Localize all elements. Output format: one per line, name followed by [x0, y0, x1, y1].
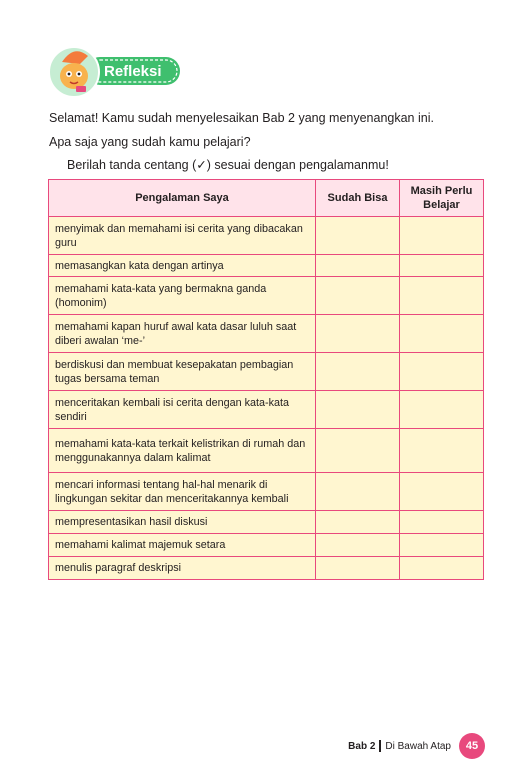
- reflection-header: [46, 42, 186, 98]
- experience-cell: memahami kapan huruf awal kata dasar luluh saat diberi awalan ‘me-’: [49, 315, 316, 353]
- still-learning-checkbox[interactable]: [400, 429, 484, 473]
- still-learning-checkbox[interactable]: [400, 391, 484, 429]
- experience-cell: menyimak dan memahami isi cerita yang dibacakan guru: [49, 217, 316, 255]
- already-can-checkbox[interactable]: [316, 511, 400, 534]
- already-can-checkbox[interactable]: [316, 217, 400, 255]
- reflection-table: [48, 179, 484, 580]
- experience-cell: memasangkan kata dengan artinya: [49, 255, 316, 277]
- intro-instruction: Berilah tanda centang (✓) sesuai dengan pengalamanmu!: [67, 158, 389, 172]
- page-footer: [348, 733, 485, 759]
- footer-chapter-title: Di Bawah Atap: [385, 740, 451, 752]
- already-can-checkbox[interactable]: [316, 391, 400, 429]
- col-header-already-can: Sudah Bisa: [316, 180, 400, 217]
- experience-cell: memahami kata-kata yang bermakna ganda (homonim): [49, 277, 316, 315]
- already-can-checkbox[interactable]: [316, 429, 400, 473]
- experience-cell: mencari informasi tentang hal-hal menarik di lingkungan sekitar dan menceritakannya kembali: [49, 473, 316, 511]
- col-header-still-learning: Masih Perlu Belajar: [400, 180, 484, 217]
- experience-cell: memahami kalimat majemuk setara: [49, 534, 316, 557]
- still-learning-checkbox[interactable]: [400, 473, 484, 511]
- experience-cell: menulis paragraf deskripsi: [49, 557, 316, 580]
- experience-cell: menceritakan kembali isi cerita dengan kata-kata sendiri: [49, 391, 316, 429]
- already-can-checkbox[interactable]: [316, 473, 400, 511]
- still-learning-checkbox[interactable]: [400, 255, 484, 277]
- experience-cell: mempresentasikan hasil diskusi: [49, 511, 316, 534]
- experience-cell: memahami kata-kata terkait kelistrikan di rumah dan menggunakannya dalam kalimat: [49, 429, 316, 473]
- reflection-title: Refleksi: [104, 63, 162, 80]
- col-header-experience: Pengalaman Saya: [49, 180, 316, 217]
- table-row: [49, 429, 484, 473]
- still-learning-checkbox[interactable]: [400, 557, 484, 580]
- still-learning-checkbox[interactable]: [400, 511, 484, 534]
- table-row: [49, 277, 484, 315]
- table-row: [49, 557, 484, 580]
- footer-chapter: Bab 2: [348, 740, 376, 752]
- table-header-row: [49, 180, 484, 217]
- experience-cell: berdiskusi dan membuat kesepakatan pembagian tugas bersama teman: [49, 353, 316, 391]
- table-row: [49, 511, 484, 534]
- still-learning-checkbox[interactable]: [400, 534, 484, 557]
- table-row: [49, 534, 484, 557]
- still-learning-checkbox[interactable]: [400, 277, 484, 315]
- already-can-checkbox[interactable]: [316, 557, 400, 580]
- table-row: [49, 353, 484, 391]
- table-row: [49, 255, 484, 277]
- already-can-checkbox[interactable]: [316, 353, 400, 391]
- table-row: [49, 391, 484, 429]
- still-learning-checkbox[interactable]: [400, 217, 484, 255]
- already-can-checkbox[interactable]: [316, 534, 400, 557]
- already-can-checkbox[interactable]: [316, 255, 400, 277]
- table-row: [49, 217, 484, 255]
- table-row: [49, 473, 484, 511]
- footer-separator: [379, 740, 381, 752]
- still-learning-checkbox[interactable]: [400, 315, 484, 353]
- already-can-checkbox[interactable]: [316, 315, 400, 353]
- intro-congrats: Selamat! Kamu sudah menyelesaikan Bab 2 yang menyenangkan ini.: [49, 111, 434, 125]
- already-can-checkbox[interactable]: [316, 277, 400, 315]
- table-row: [49, 315, 484, 353]
- intro-question: Apa saja yang sudah kamu pelajari?: [49, 135, 251, 149]
- page-number-badge: 45: [459, 733, 485, 759]
- still-learning-checkbox[interactable]: [400, 353, 484, 391]
